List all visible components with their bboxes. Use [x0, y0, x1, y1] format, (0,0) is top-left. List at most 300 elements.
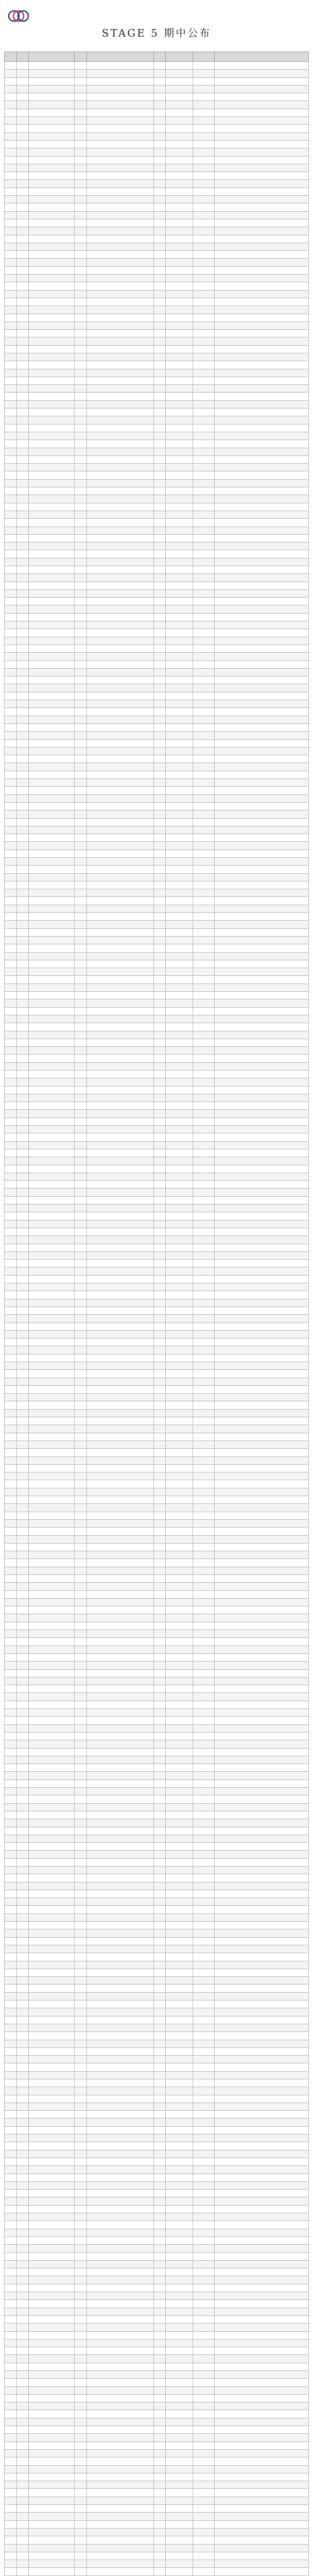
table-cell	[74, 866, 86, 873]
table-cell	[153, 1496, 166, 1504]
table-cell	[5, 1251, 17, 1259]
table-cell	[166, 984, 193, 991]
table-cell	[166, 188, 193, 195]
table-cell	[74, 2315, 86, 2323]
table-cell	[214, 976, 308, 984]
table-cell	[86, 455, 153, 463]
table-row	[5, 1811, 309, 1819]
table-cell	[16, 117, 29, 125]
table-cell	[5, 747, 17, 755]
table-cell	[86, 1251, 153, 1259]
table-cell	[193, 1260, 214, 1267]
table-cell	[74, 148, 86, 156]
table-cell	[5, 1212, 17, 1220]
table-cell	[5, 637, 17, 645]
table-cell	[193, 676, 214, 684]
table-cell	[29, 2386, 75, 2394]
table-cell	[5, 2095, 17, 2103]
table-cell	[5, 2181, 17, 2189]
table-cell	[214, 188, 308, 195]
table-cell	[214, 1086, 308, 1094]
table-cell	[193, 2134, 214, 2142]
table-cell	[16, 385, 29, 393]
table-cell	[86, 1149, 153, 1157]
table-cell	[214, 1709, 308, 1717]
table-cell	[86, 913, 153, 921]
table-cell	[153, 424, 166, 432]
table-cell	[153, 1267, 166, 1275]
table-cell	[166, 1425, 193, 1433]
table-cell	[214, 1992, 308, 2000]
table-cell	[86, 1559, 153, 1567]
table-cell	[153, 345, 166, 353]
table-cell	[86, 2324, 153, 2331]
table-cell	[74, 984, 86, 991]
table-cell	[5, 1299, 17, 1307]
table-row	[5, 2024, 309, 2031]
table-cell	[29, 196, 75, 204]
table-cell	[166, 487, 193, 495]
table-cell	[16, 755, 29, 763]
table-cell	[166, 2505, 193, 2513]
column-header	[214, 52, 308, 62]
table-cell	[74, 511, 86, 518]
table-row	[5, 511, 309, 518]
table-cell	[29, 1181, 75, 1189]
table-cell	[16, 290, 29, 298]
table-cell	[86, 2190, 153, 2197]
table-cell	[29, 1291, 75, 1299]
table-cell	[5, 1385, 17, 1393]
table-cell	[5, 424, 17, 432]
table-cell	[16, 1890, 29, 1897]
table-cell	[193, 314, 214, 321]
table-row	[5, 2150, 309, 2158]
table-cell	[86, 637, 153, 645]
table-cell	[29, 2103, 75, 2110]
table-cell	[166, 2252, 193, 2260]
table-cell	[166, 448, 193, 455]
table-cell	[166, 1788, 193, 1795]
table-cell	[74, 1717, 86, 1724]
table-cell	[74, 1378, 86, 1385]
table-cell	[166, 660, 193, 668]
table-cell	[214, 1338, 308, 1346]
table-row	[5, 2119, 309, 2126]
table-cell	[29, 314, 75, 321]
table-row	[5, 385, 309, 393]
table-cell	[153, 794, 166, 802]
table-cell	[214, 1519, 308, 1527]
table-cell	[214, 2284, 308, 2292]
table-cell	[29, 188, 75, 195]
table-row	[5, 960, 309, 968]
table-cell	[166, 1504, 193, 1512]
table-cell	[166, 2497, 193, 2504]
table-cell	[153, 298, 166, 306]
table-cell	[193, 1606, 214, 1614]
table-cell	[86, 1212, 153, 1220]
table-cell	[153, 1047, 166, 1055]
table-row	[5, 802, 309, 810]
table-cell	[74, 2276, 86, 2284]
table-cell	[16, 1795, 29, 1803]
table-cell	[153, 2489, 166, 2497]
table-cell	[153, 2300, 166, 2308]
table-cell	[153, 747, 166, 755]
table-cell	[5, 196, 17, 204]
table-cell	[16, 598, 29, 605]
table-cell	[166, 1827, 193, 1835]
table-cell	[5, 109, 17, 116]
table-row	[5, 1157, 309, 1165]
column-header	[29, 52, 75, 62]
table-row	[5, 629, 309, 637]
table-cell	[193, 1653, 214, 1661]
table-cell	[29, 1157, 75, 1165]
table-row	[5, 1827, 309, 1835]
table-cell	[86, 219, 153, 227]
table-cell	[153, 1811, 166, 1819]
table-cell	[29, 1440, 75, 1448]
table-cell	[29, 2047, 75, 2055]
table-cell	[29, 2252, 75, 2260]
table-cell	[16, 1992, 29, 2000]
table-cell	[166, 1732, 193, 1740]
table-row	[5, 424, 309, 432]
table-row	[5, 117, 309, 125]
table-cell	[86, 164, 153, 172]
table-cell	[214, 1827, 308, 1835]
table-cell	[29, 1937, 75, 1945]
table-cell	[86, 802, 153, 810]
table-cell	[16, 1653, 29, 1661]
table-cell	[166, 1764, 193, 1772]
table-cell	[5, 1354, 17, 1362]
table-cell	[74, 2032, 86, 2040]
table-cell	[5, 1275, 17, 1283]
table-cell	[166, 1031, 193, 1039]
table-cell	[214, 101, 308, 109]
table-cell	[74, 2221, 86, 2229]
table-cell	[86, 834, 153, 842]
table-cell	[214, 1260, 308, 1267]
table-cell	[16, 1866, 29, 1874]
table-cell	[74, 361, 86, 369]
table-cell	[193, 471, 214, 479]
table-cell	[74, 204, 86, 211]
table-cell	[86, 172, 153, 180]
table-cell	[153, 1394, 166, 1401]
table-body	[5, 62, 309, 2576]
table-cell	[214, 2142, 308, 2150]
table-cell	[166, 1417, 193, 1425]
table-cell	[214, 409, 308, 416]
table-row	[5, 471, 309, 479]
table-cell	[193, 928, 214, 936]
table-cell	[214, 503, 308, 511]
table-cell	[166, 889, 193, 897]
table-cell	[86, 850, 153, 857]
table-cell	[166, 511, 193, 518]
table-cell	[193, 2119, 214, 2126]
table-cell	[153, 1449, 166, 1456]
table-cell	[5, 2568, 17, 2575]
table-cell	[5, 1827, 17, 1835]
table-cell	[29, 660, 75, 668]
table-cell	[86, 2150, 153, 2158]
table-cell	[193, 2544, 214, 2552]
table-cell	[74, 716, 86, 723]
table-row	[5, 2324, 309, 2331]
table-cell	[5, 464, 17, 471]
table-cell	[5, 2245, 17, 2252]
table-cell	[166, 1866, 193, 1874]
table-cell	[166, 621, 193, 629]
table-cell	[74, 2016, 86, 2024]
table-cell	[74, 1985, 86, 1992]
table-cell	[153, 2497, 166, 2504]
table-cell	[153, 487, 166, 495]
table-cell	[16, 1882, 29, 1890]
table-cell	[5, 1283, 17, 1291]
table-cell	[29, 345, 75, 353]
table-cell	[153, 2347, 166, 2355]
table-cell	[214, 653, 308, 660]
table-cell	[74, 1772, 86, 1780]
table-cell	[166, 1472, 193, 1480]
table-cell	[5, 337, 17, 345]
table-cell	[5, 487, 17, 495]
table-cell	[193, 1433, 214, 1440]
table-cell	[5, 850, 17, 857]
table-cell	[29, 1630, 75, 1638]
table-cell	[214, 1922, 308, 1929]
table-cell	[86, 1425, 153, 1433]
table-cell	[193, 1913, 214, 1921]
table-cell	[153, 1488, 166, 1496]
table-cell	[74, 1251, 86, 1259]
table-cell	[193, 558, 214, 566]
table-cell	[74, 251, 86, 259]
table-cell	[166, 1543, 193, 1551]
table-cell	[166, 1606, 193, 1614]
table-cell	[5, 1401, 17, 1409]
table-cell	[86, 605, 153, 613]
table-cell	[193, 1205, 214, 1212]
table-cell	[153, 1464, 166, 1472]
table-row	[5, 944, 309, 952]
table-cell	[16, 1094, 29, 1101]
table-cell	[86, 660, 153, 668]
table-cell	[153, 495, 166, 503]
table-cell	[153, 700, 166, 708]
table-cell	[86, 1614, 153, 1622]
table-cell	[193, 1267, 214, 1275]
table-cell	[5, 1141, 17, 1149]
table-row	[5, 259, 309, 266]
table-cell	[214, 2205, 308, 2213]
table-cell	[166, 2370, 193, 2378]
table-row	[5, 2213, 309, 2221]
table-cell	[86, 251, 153, 259]
table-cell	[153, 1307, 166, 1314]
table-cell	[16, 1732, 29, 1740]
table-cell	[5, 503, 17, 511]
table-cell	[214, 1528, 308, 1535]
table-cell	[5, 621, 17, 629]
table-cell	[5, 377, 17, 384]
table-cell	[214, 1007, 308, 1015]
table-cell	[153, 211, 166, 219]
table-row	[5, 598, 309, 605]
table-cell	[153, 2402, 166, 2410]
table-cell	[166, 1874, 193, 1882]
table-cell	[193, 259, 214, 266]
table-cell	[16, 2528, 29, 2536]
table-cell	[214, 448, 308, 455]
table-cell	[214, 2481, 308, 2489]
table-cell	[5, 2229, 17, 2236]
table-cell	[166, 2355, 193, 2363]
table-cell	[29, 787, 75, 794]
table-cell	[214, 598, 308, 605]
table-cell	[74, 2505, 86, 2513]
table-cell	[5, 2308, 17, 2315]
table-cell	[5, 1181, 17, 1189]
table-cell	[16, 1724, 29, 1732]
table-row	[5, 2465, 309, 2473]
table-cell	[29, 1764, 75, 1772]
table-cell	[86, 156, 153, 164]
table-cell	[193, 1283, 214, 1291]
table-cell	[86, 1228, 153, 1235]
table-cell	[5, 1433, 17, 1440]
table-cell	[74, 1055, 86, 1062]
table-cell	[16, 471, 29, 479]
table-row	[5, 1835, 309, 1842]
table-cell	[153, 732, 166, 739]
table-cell	[193, 290, 214, 298]
table-cell	[29, 471, 75, 479]
table-cell	[74, 1780, 86, 1787]
table-cell	[16, 857, 29, 865]
table-cell	[74, 1496, 86, 1504]
table-cell	[214, 1953, 308, 1961]
table-cell	[214, 928, 308, 936]
table-cell	[153, 2560, 166, 2568]
table-row	[5, 1898, 309, 1906]
table-cell	[153, 905, 166, 912]
table-cell	[74, 1543, 86, 1551]
table-cell	[214, 440, 308, 448]
table-cell	[74, 1992, 86, 2000]
table-cell	[153, 921, 166, 928]
table-cell	[74, 369, 86, 377]
table-cell	[29, 589, 75, 597]
table-cell	[166, 1039, 193, 1046]
table-cell	[153, 337, 166, 345]
table-cell	[153, 1244, 166, 1251]
table-cell	[86, 1590, 153, 1598]
table-cell	[74, 527, 86, 534]
table-cell	[16, 2063, 29, 2071]
table-cell	[193, 2056, 214, 2063]
table-cell	[193, 692, 214, 700]
table-cell	[16, 400, 29, 408]
table-cell	[74, 723, 86, 731]
table-cell	[193, 1922, 214, 1929]
table-row	[5, 1929, 309, 1937]
table-cell	[193, 1874, 214, 1882]
table-row	[5, 1519, 309, 1527]
table-cell	[74, 1535, 86, 1543]
table-cell	[16, 589, 29, 597]
table-cell	[5, 2126, 17, 2134]
table-cell	[16, 2489, 29, 2497]
table-cell	[5, 2252, 17, 2260]
table-cell	[29, 282, 75, 290]
table-cell	[16, 629, 29, 637]
table-cell	[86, 976, 153, 984]
table-cell	[193, 1440, 214, 1448]
table-cell	[214, 668, 308, 676]
table-cell	[16, 2560, 29, 2568]
table-cell	[16, 723, 29, 731]
table-cell	[74, 1472, 86, 1480]
table-cell	[214, 1464, 308, 1472]
table-cell	[5, 180, 17, 188]
table-cell	[5, 432, 17, 439]
table-cell	[74, 1945, 86, 1953]
table-cell	[74, 1795, 86, 1803]
table-cell	[214, 1149, 308, 1157]
table-cell	[16, 2016, 29, 2024]
table-cell	[86, 1291, 153, 1299]
table-cell	[214, 479, 308, 487]
table-cell	[5, 172, 17, 180]
table-row	[5, 1906, 309, 1913]
table-cell	[214, 1937, 308, 1945]
table-cell	[153, 1440, 166, 1448]
table-cell	[86, 1315, 153, 1323]
table-cell	[166, 723, 193, 731]
table-cell	[86, 2205, 153, 2213]
table-row	[5, 1528, 309, 1535]
page-title-main: STAGE 5	[101, 27, 164, 39]
table-row	[5, 156, 309, 164]
table-cell	[86, 2047, 153, 2055]
table-cell	[5, 1062, 17, 1070]
table-row	[5, 1922, 309, 1929]
table-cell	[86, 1528, 153, 1535]
table-cell	[5, 361, 17, 369]
table-cell	[166, 1362, 193, 1369]
table-cell	[5, 2284, 17, 2292]
table-cell	[214, 2363, 308, 2370]
table-cell	[153, 369, 166, 377]
table-cell	[5, 235, 17, 243]
table-cell	[29, 2071, 75, 2079]
table-cell	[193, 1748, 214, 1756]
table-cell	[16, 1173, 29, 1180]
table-cell	[74, 2300, 86, 2308]
table-cell	[5, 1015, 17, 1023]
table-cell	[153, 2394, 166, 2402]
table-cell	[5, 369, 17, 377]
table-row	[5, 211, 309, 219]
table-cell	[16, 1102, 29, 1110]
